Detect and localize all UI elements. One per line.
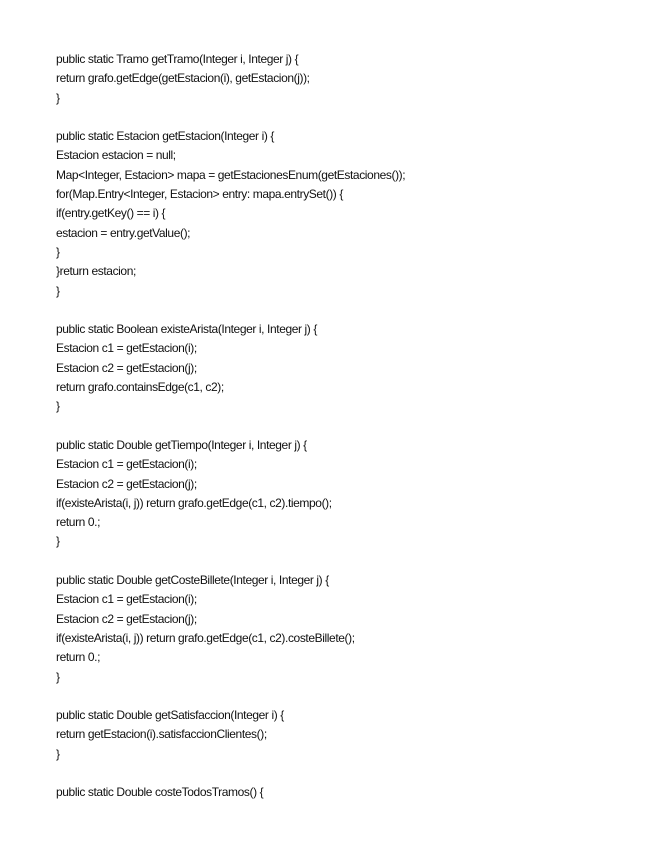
code-line: Estacion c1 = getEstacion(i); — [56, 457, 197, 472]
code-line: } — [56, 399, 60, 414]
blank-line — [56, 764, 646, 783]
code-line: } — [56, 244, 60, 259]
blank-line — [56, 108, 646, 127]
code-line: } — [56, 746, 60, 761]
code-line: public static Double getSatisfaccion(Integer i) { — [56, 708, 284, 723]
code-line: Estacion c1 = getEstacion(i); — [56, 592, 197, 607]
blank-line — [56, 687, 646, 706]
code-line: estacion = entry.getValue(); — [56, 225, 191, 240]
code-line: for(Map.Entry<Integer, Estacion> entry: mapa.entrySet()) { — [56, 187, 343, 202]
code-line: public static Estacion getEstacion(Integer i) { — [56, 129, 274, 144]
code-line: } — [56, 669, 60, 684]
code-line: } — [56, 283, 60, 298]
code-line: return getEstacion(i).satisfaccionClientes(); — [56, 727, 267, 742]
blank-line — [56, 552, 646, 571]
code-line: return 0.; — [56, 515, 101, 530]
code-line: public static Tramo getTramo(Integer i, Integer j) { — [56, 52, 299, 66]
code-line: Estacion c2 = getEstacion(j); — [56, 476, 197, 491]
code-line: public static Double getCosteBillete(Integer i, Integer j) { — [56, 573, 329, 588]
code-line: if(existeArista(i, j)) return grafo.getEdge(c1, c2).costeBillete(); — [56, 630, 355, 645]
blank-line — [56, 417, 646, 436]
code-line: Estacion c1 = getEstacion(i); — [56, 341, 197, 356]
blank-line — [56, 301, 646, 320]
code-line: return 0.; — [56, 650, 101, 665]
code-line: public static Double getTiempo(Integer i, Integer j) { — [56, 437, 307, 452]
code-line: public static Boolean existeArista(Integer i, Integer j) { — [56, 322, 317, 337]
code-line: if(entry.getKey() == i) { — [56, 206, 166, 221]
code-block — [56, 50, 646, 803]
code-line: } — [56, 90, 60, 105]
code-line: public static Double costeTodosTramos() { — [56, 785, 264, 800]
code-line: Map<Integer, Estacion> mapa = getEstacionesEnum(getEstaciones()); — [56, 167, 406, 182]
code-line: Estacion estacion = null; — [56, 148, 176, 163]
code-line: }return estacion; — [56, 264, 136, 279]
code-line: Estacion c2 = getEstacion(j); — [56, 360, 197, 375]
code-line: return grafo.containsEdge(c1, c2); — [56, 380, 224, 395]
code-line: } — [56, 534, 60, 549]
code-line: return grafo.getEdge(getEstacion(i), getEstacion(j)); — [56, 71, 310, 86]
code-line: if(existeArista(i, j)) return grafo.getEdge(c1, c2).tiempo(); — [56, 495, 332, 510]
code-line: Estacion c2 = getEstacion(j); — [56, 611, 197, 626]
